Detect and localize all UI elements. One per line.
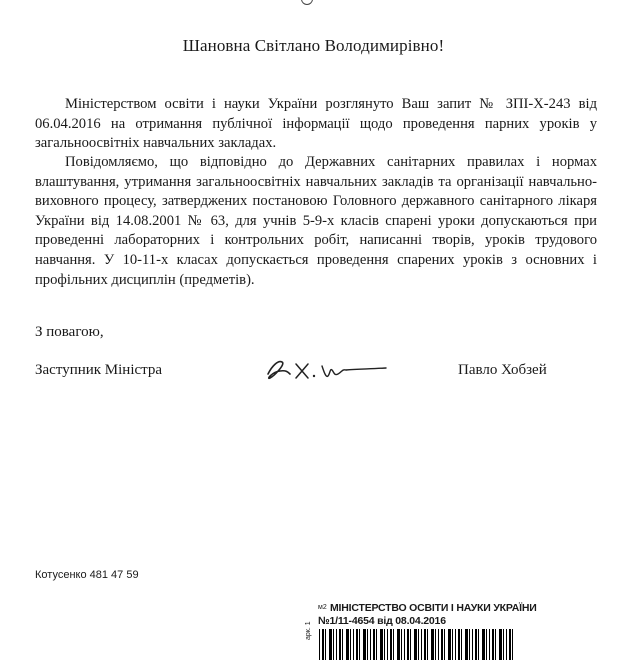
stamp-prefix: м2 (318, 604, 327, 611)
top-hole-mark (301, 0, 313, 5)
signatory-name: Павло Хобзей (458, 362, 547, 378)
executor-contact: Котусенко 481 47 59 (35, 569, 139, 581)
handwritten-signature (262, 352, 392, 388)
registration-stamp (305, 602, 558, 660)
letter-greeting: Шановна Світлано Володимирівно! (182, 36, 445, 55)
signatory-title: Заступник Міністра (35, 362, 163, 378)
letter-paragraph-1: Міністерством освіти і науки України розглянуто Ваш запит № ЗПІ-Х-243 від 06.04.2016 на отримання публічної інформації щодо проведення парних уроків у загальноосвітніх навчальних закладах. (35, 96, 597, 152)
letter-closing: З повагою, (35, 324, 104, 340)
stamp-registration-number: №1/11-4654 від 08.04.2016 (318, 615, 446, 627)
letter-paragraph-2: Повідомляємо, що відповідно до Державних санітарних правилах і нормах влаштування, утримання загальноосвітніх навчальних закладів та організації навчально-виховного процесу, затверджених постановою Головного державного санітарного лікаря України від 14.08.2001 № 63, для учнів 5-9-х класів спарені уроки допускаються при проведенні лабораторних і контрольних робіт, написанні творів, уроків трудового навчання. У 10-11-х класах допускається проведення спарених уроків з основних і профільних дисциплін (предметів). (35, 154, 597, 288)
stamp-side-label: арк. 1 (305, 621, 312, 640)
stamp-organization: МІНІСТЕРСТВО ОСВІТИ І НАУКИ УКРАЇНИ (330, 602, 537, 614)
stamp-barcode (319, 629, 515, 660)
